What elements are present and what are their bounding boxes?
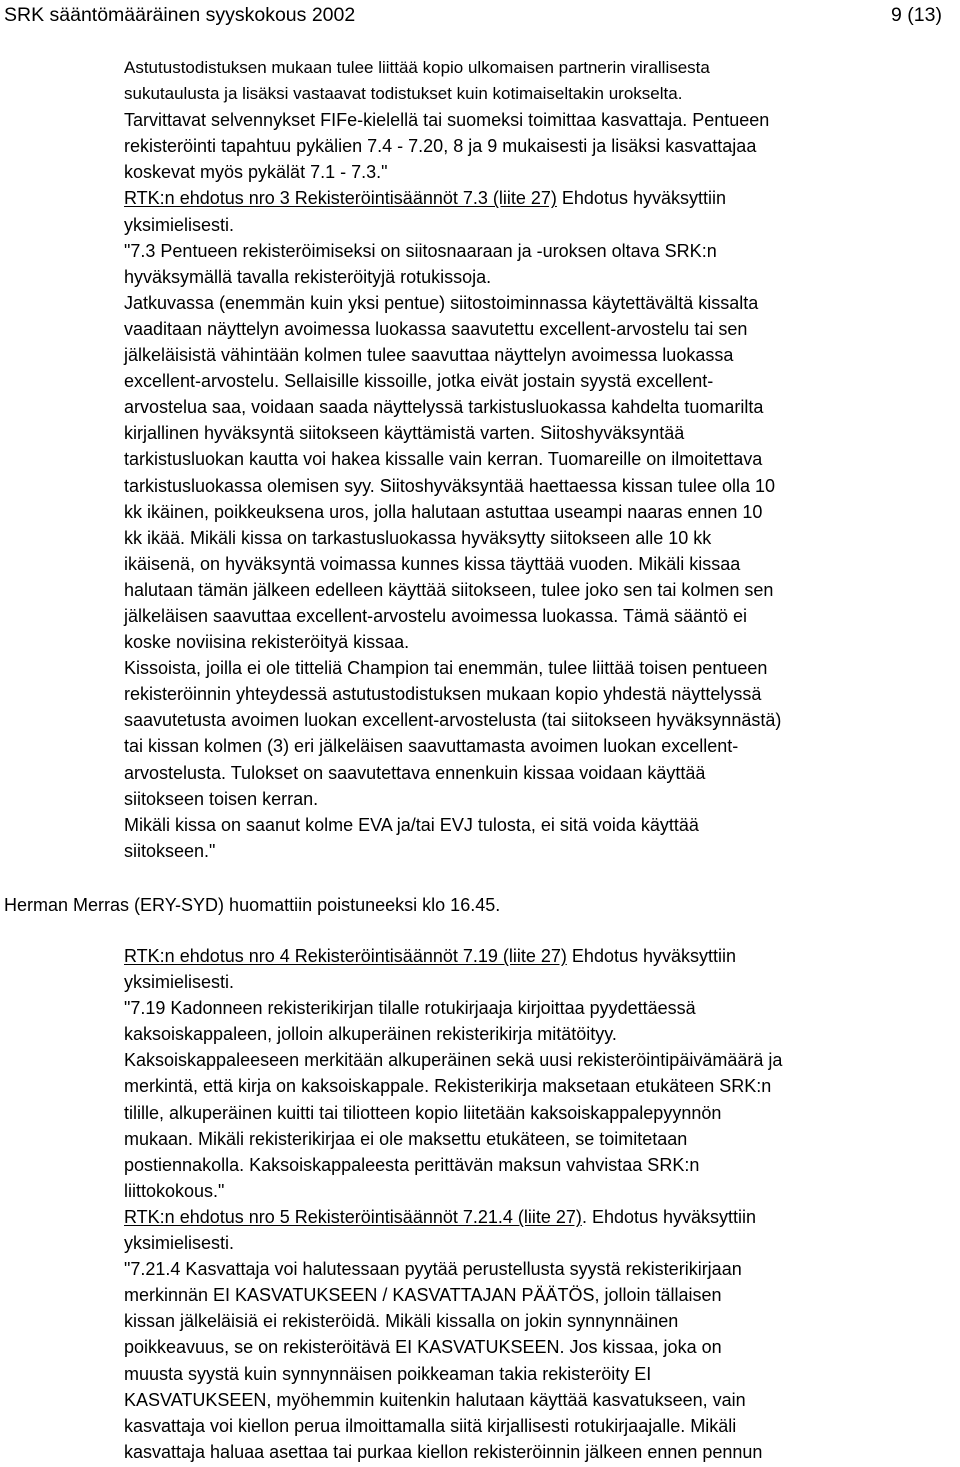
paragraph-line: "7.21.4 Kasvattaja voi halutessaan pyytää perustellusta syystä rekisterikirjaan — [124, 1259, 742, 1280]
paragraph-line: liittokokous." — [124, 1180, 225, 1201]
paragraph-line: Mikäli kissa on saanut kolme EVA ja/tai EVJ tulosta, ei sitä voida käyttää — [124, 814, 699, 835]
paragraph-line: tarkistusluokan kautta voi hakea kissalle vain kerran. Tuomareille on ilmoitettava — [124, 449, 763, 470]
paragraph-line: kk ikää. Mikäli kissa on tarkastusluokassa hyväksytty siitokseen alle 10 kk — [124, 527, 712, 548]
paragraph-line: tai kissan kolmen (3) eri jälkeläisen saavuttamasta avoimen luokan excellent- — [124, 736, 739, 757]
paragraph-line: "7.19 Kadonneen rekisterikirjan tilalle rotukirjaaja kirjoittaa pyydettäessä — [124, 998, 696, 1019]
paragraph-line: arvostelua saa, voidaan saada näyttelyssä tarkistusluokassa kahdelta tuomarilta — [124, 397, 764, 418]
section-registration-rules — [124, 55, 954, 864]
proposal-3-decision-cont: yksimielisesti. — [124, 214, 235, 235]
paragraph-line: koskevat myös pykälät 7.1 - 7.3." — [124, 162, 388, 183]
paragraph-line: tilille, alkuperäinen kuitti tai tiliotteen kopio liitetään kaksoiskappalepyynnön — [124, 1102, 722, 1123]
paragraph-line: poikkeavuus, se on rekisteröitävä EI KASVATUKSEEN. Jos kissaa, joka on — [124, 1337, 722, 1358]
paragraph-line: kirjallinen hyväksyntä siitokseen käyttämistä varten. Siitoshyväksyntää — [124, 423, 685, 444]
paragraph-line: sukutaulusta ja lisäksi vastaavat todistukset kuin kotimaiseltakin urokselta. — [124, 84, 683, 104]
proposal-5-heading — [124, 1204, 954, 1230]
paragraph-line: excellent-arvostelu. Sellaisille kissoille, jotka eivät jostain syystä excellent- — [124, 371, 714, 392]
paragraph-line: postiennakolla. Kaksoiskappaleesta perittävän maksun vahvistaa SRK:n — [124, 1154, 700, 1175]
paragraph-line: Kissoista, joilla ei ole titteliä Champion tai enemmän, tulee liittää toisen pentueen — [124, 658, 768, 679]
proposal-5-link[interactable]: RTK:n ehdotus nro 5 Rekisteröintisäännöt 7.21.4 (liite 27) — [124, 1206, 582, 1227]
paragraph-line: kk ikäinen, poikkeuksena uros, jolla halutaan astuttaa useampi naaras ennen 10 — [124, 501, 763, 522]
paragraph-line: rekisteröinnin yhteydessä astutustodistuksen mukaan kopio yhdestä näyttelyssä — [124, 684, 762, 705]
proposal-4-heading — [124, 943, 954, 969]
paragraph-line: vaaditaan näyttelyn avoimessa luokassa saavutettu excellent-arvostelu tai sen — [124, 318, 748, 339]
proposal-3-link[interactable]: RTK:n ehdotus nro 3 Rekisteröintisäännöt 7.3 (liite 27) — [124, 188, 557, 209]
paragraph-line: Astutustodistuksen mukaan tulee liittää kopio ulkomaisen partnerin virallisesta — [124, 58, 710, 77]
paragraph-line: rekisteröinti tapahtuu pykälien 7.4 - 7.20, 8 ja 9 mukaisesti ja lisäksi kasvattajaa — [124, 136, 757, 157]
proposal-4-link[interactable]: RTK:n ehdotus nro 4 Rekisteröintisäännöt 7.19 (liite 27) — [124, 946, 567, 966]
paragraph-line: hyväksymällä tavalla rekisteröityjä rotukissoja. — [124, 266, 492, 287]
page-header — [0, 2, 950, 28]
paragraph-line: jälkeläisistä vähintään kolmen tulee saavuttaa näyttelyn avoimessa luokassa — [124, 345, 734, 366]
paragraph-line: jälkeläisen saavuttaa excellent-arvostelu avoimessa luokassa. Tämä sääntö ei — [124, 605, 748, 626]
paragraph-line: tarkistusluokassa olemisen syy. Siitoshyväksyntää haettaessa kissan tulee olla 10 — [124, 475, 775, 496]
paragraph-line: muusta syystä kuin synnynnäisen poikkeaman takia rekisteröity EI — [124, 1363, 652, 1384]
proposal-3-decision: Ehdotus hyväksyttiin — [556, 188, 726, 209]
paragraph-line: halutaan tämän jälkeen edelleen käyttää siitokseen, tulee joko sen tai kolmen sen — [124, 579, 774, 600]
paragraph-line: koske noviisina rekisteröityä kissaa. — [124, 632, 410, 653]
proposal-5-decision: . Ehdotus hyväksyttiin — [581, 1206, 757, 1227]
paragraph-line: kasvattaja haluaa asettaa tai purkaa kiellon rekisteröinnin jälkeen ennen pennun — [124, 1441, 763, 1462]
paragraph-line: Kaksoiskappaleeseen merkitään alkuperäinen sekä uusi rekisteröintipäivämäärä ja — [124, 1050, 783, 1071]
paragraph-line: siitokseen toisen kerran. — [124, 788, 319, 809]
section-proposals-4-5 — [124, 943, 954, 1465]
paragraph-line: Tarvittavat selvennykset FIFe-kielellä tai suomeksi toimittaa kasvattaja. Pentueen — [124, 110, 770, 131]
paragraph-line: ikäisenä, on hyväksyntä voimassa kunnes kissa täyttää vuoden. Mikäli kissaa — [124, 553, 741, 574]
paragraph-line: arvostelusta. Tulokset on saavutettava ennenkuin kissaa voidaan käyttää — [124, 762, 706, 783]
paragraph-line: "7.3 Pentueen rekisteröimiseksi on siitosnaaraan ja -uroksen oltava SRK:n — [124, 240, 717, 261]
proposal-3-heading — [124, 185, 954, 211]
document-title: SRK sääntömääräinen syyskokous 2002 — [4, 4, 356, 26]
paragraph-line: siitokseen." — [124, 840, 216, 861]
proposal-4-decision-cont: yksimielisesti. — [124, 972, 235, 993]
page-number: 9 (13) — [891, 4, 942, 26]
paragraph-line: kissan jälkeläisiä ei rekisteröidä. Mikäli kissalla on jokin synnynnäinen — [124, 1311, 679, 1332]
proposal-5-decision-cont: yksimielisesti. — [124, 1233, 235, 1254]
paragraph-line: KASVATUKSEEN, myöhemmin kuitenkin halutaan käyttää kasvatukseen, vain — [124, 1389, 746, 1410]
attendance-note: Herman Merras (ERY-SYD) huomattiin poistuneeksi klo 16.45. — [4, 895, 501, 915]
paragraph-line: kasvattaja voi kiellon perua ilmoittamalla siitä kirjallisesti rotukirjaajalle. Mikäli — [124, 1415, 737, 1436]
paragraph-line: kaksoiskappaleen, jolloin alkuperäinen rekisterikirja mitätöityy. — [124, 1024, 617, 1045]
paragraph-line: saavutetusta avoimen luokan excellent-arvostelusta (tai siitokseen hyväksynnästä) — [124, 710, 782, 731]
paragraph-line: merkintä, että kirja on kaksoiskappale. Rekisterikirja maksetaan etukäteen SRK:n — [124, 1076, 772, 1097]
paragraph-line: mukaan. Mikäli rekisterikirjaa ei ole maksettu etukäteen, se toimitetaan — [124, 1128, 688, 1149]
paragraph-line: Jatkuvassa (enemmän kuin yksi pentue) siitostoiminnassa käytettävältä kissalta — [124, 292, 759, 313]
proposal-4-decision: Ehdotus hyväksyttiin — [566, 946, 737, 966]
paragraph-line: merkinnän EI KASVATUKSEEN / KASVATTAJAN PÄÄTÖS, jolloin tällaisen — [124, 1285, 722, 1306]
